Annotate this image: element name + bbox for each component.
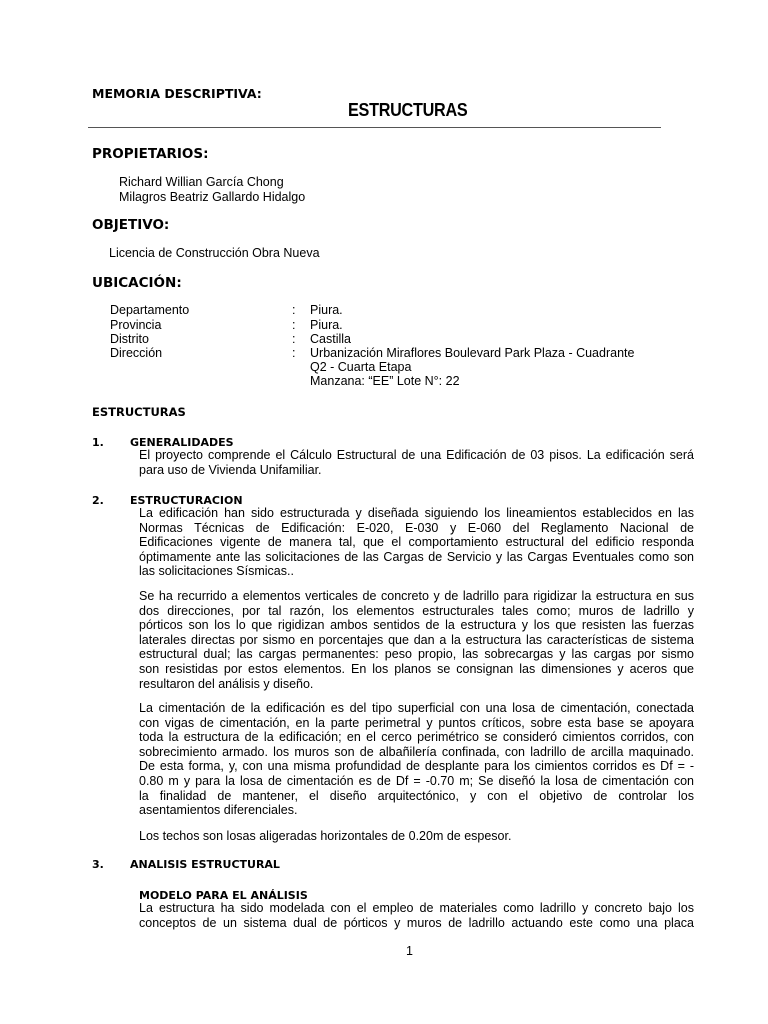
- paragraph-line: De esta forma, y, con una misma profundidad de desplante para los cimientos corridos es Df = -: [139, 759, 694, 774]
- paragraph-line: resultaron del análisis y diseño.: [139, 676, 314, 691]
- ubicacion-label: Dirección: [110, 346, 163, 360]
- paragraph-line: la finalidad de mantener, el diseño arquitectónico, y con el objetivo de controlar los: [139, 788, 694, 803]
- paragraph-line: Normas Técnicas de Edificación: E-020, E-030 y E-060 del Reglamento Nacional de: [139, 520, 694, 535]
- title-divider: [88, 127, 661, 128]
- ubicacion-label: Distrito: [110, 332, 149, 346]
- section-title-estructuracion: ESTRUCTURACION: [130, 494, 243, 507]
- paragraph-line: La edificación han sido estructurada y diseñada siguiendo los lineamientos establecidos en las: [139, 506, 694, 520]
- paragraph-line: sobrecimiento armado. los muros son de albañilería confinada, con ladrillo de arcilla maquinado.: [139, 744, 694, 759]
- paragraph-line: conceptos de un sistema dual de pórticos y muros de ladrillo actuando este como una placa: [139, 915, 694, 930]
- paragraph-line: con vigas de cimentación, en la parte perimetral y puntos críticos, sobre esta base se apoyara: [139, 715, 694, 730]
- ubicacion-sep: :: [292, 346, 296, 360]
- page-title: ESTRUCTURAS: [348, 100, 468, 120]
- estructuracion-paragraph-2: [139, 589, 694, 691]
- section-number: 3.: [92, 858, 104, 871]
- paragraph-line: La estructura ha sido modelada con el empleo de materiales como ladrillo y concreto bajo los: [139, 901, 694, 915]
- ubicacion-sep: :: [292, 332, 296, 346]
- propietarios-heading: PROPIETARIOS:: [92, 146, 209, 162]
- modelo-paragraph: [139, 901, 694, 930]
- paragraph-line: óptimamente ante las solicitaciones de las Cargas de Servicio y las Cargas Eventuales como son: [139, 549, 694, 564]
- owner-name: Milagros Beatriz Gallardo Hidalgo: [119, 190, 306, 204]
- paragraph-line: La cimentación de la edificación es del tipo superficial con una losa de cimentación, conectada: [139, 701, 694, 715]
- paragraph-line: laterales directas por sismo en porcentajes que dan a la estructura las características de sistema: [139, 632, 694, 647]
- paragraph-line: El proyecto comprende el Cálculo Estructural de una Edificación de 03 pisos. La edificación será: [139, 448, 694, 462]
- paragraph-line: son resistidas por estos elementos. En los planos se consignan las dimensiones y aceros que: [139, 661, 694, 676]
- objetivo-heading: OBJETIVO:: [92, 217, 170, 233]
- paragraph-line: asentamientos diferenciales.: [139, 803, 298, 818]
- ubicacion-label: Provincia: [110, 318, 162, 332]
- estructuracion-paragraph-1: [139, 506, 694, 579]
- section-title-analisis: ANALISIS ESTRUCTURAL: [130, 858, 280, 871]
- address-continued: Q2 - Cuarta Etapa: [310, 360, 412, 374]
- paragraph-line: Se ha recurrido a elementos verticales de concreto y de ladrillo para rigidizar la estructura en sus: [139, 589, 694, 603]
- ubicacion-value: Piura.: [310, 318, 343, 332]
- paragraph-line: para uso de Vivienda Unifamiliar.: [139, 462, 322, 477]
- paragraph-line: 0.80 m y para la losa de cimentación es de Df = -0.70 m; Se diseñó la losa de cimentación con: [139, 773, 694, 788]
- owner-name: Richard Willian García Chong: [119, 175, 284, 189]
- generalidades-paragraph: [139, 448, 694, 477]
- techos-text: Los techos son losas aligeradas horizontales de 0.20m de espesor.: [139, 829, 512, 843]
- ubicacion-label: Departamento: [110, 303, 190, 317]
- ubicacion-value: Castilla: [310, 332, 351, 346]
- paragraph-line: las solicitaciones Sísmicas..: [139, 564, 294, 579]
- address-continued: Manzana: “EE” Lote N°: 22: [310, 374, 460, 388]
- paragraph-line: Edificaciones vigente de manera tal, que el comportamiento estructural del edificio responda: [139, 535, 694, 550]
- ubicacion-sep: :: [292, 318, 296, 332]
- estructuras-heading: ESTRUCTURAS: [92, 405, 186, 419]
- section-number: 2.: [92, 494, 104, 507]
- page-number: 1: [406, 944, 413, 958]
- paragraph-line: pórticos son los lo que rigidizan ambos sentidos de la estructura y los que resisten las fuerzas: [139, 618, 694, 633]
- ubicacion-heading: UBICACIÓN:: [92, 275, 182, 291]
- paragraph-line: dos direcciones, por tal razón, los elementos estructurales tales como; muros de ladrillo y: [139, 603, 694, 618]
- paragraph-line: toda la estructura de la edificación; en el cerco perimétrico se consideró cimientos corridos, con: [139, 730, 694, 745]
- estructuracion-paragraph-3: [139, 701, 694, 818]
- ubicacion-sep: :: [292, 303, 296, 317]
- ubicacion-value: Piura.: [310, 303, 343, 317]
- paragraph-line: estructural dual; las cargas permanentes: peso propio, las sobrecargas y las cargas por sismo: [139, 647, 694, 662]
- objetivo-text: Licencia de Construcción Obra Nueva: [109, 246, 320, 260]
- modelo-heading: MODELO PARA EL ANÁLISIS: [139, 889, 308, 902]
- section-number: 1.: [92, 436, 104, 449]
- section-title-generalidades: GENERALIDADES: [130, 436, 234, 449]
- memoria-label: MEMORIA DESCRIPTIVA:: [92, 86, 262, 101]
- ubicacion-value: Urbanización Miraflores Boulevard Park Plaza - Cuadrante: [310, 346, 635, 360]
